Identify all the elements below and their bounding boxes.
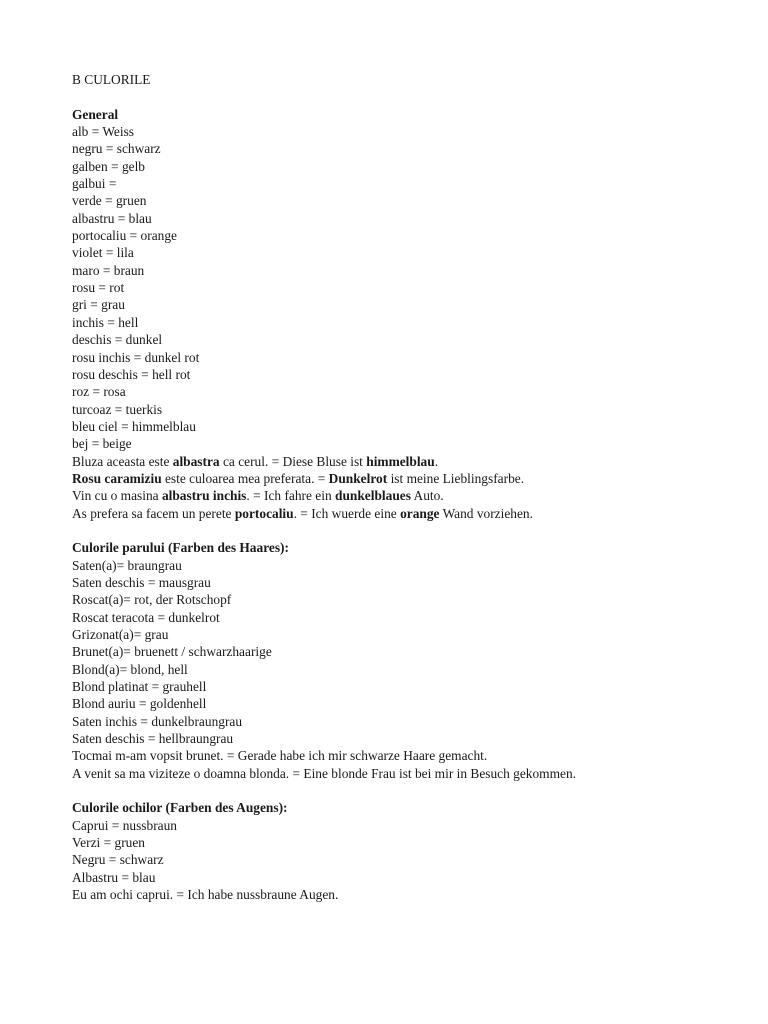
vocabulary-line: bej = beige	[72, 436, 132, 452]
sentence-fragment: . = Ich fahre ein	[246, 488, 336, 504]
example-sentence	[72, 453, 752, 470]
vocabulary-line: Grizonat(a)= grau	[72, 627, 169, 642]
vocabulary-line: Roscat teracota = dunkelrot	[72, 609, 220, 625]
vocabulary-line: A venit sa ma viziteze o doamna blonda. = Eine blonde Frau ist bei mir in Besuch gekommen.	[72, 765, 577, 781]
vocabulary-line: rosu deschis = hell rot	[72, 366, 191, 382]
vocabulary-line: albastru = blau	[72, 210, 152, 226]
vocabulary-line: Roscat(a)= rot, der Rotschopf	[72, 592, 232, 608]
section-general	[72, 106, 752, 522]
vocabulary-line: Saten(a)= braungrau	[72, 557, 182, 573]
sentence-fragment: Auto.	[410, 488, 444, 504]
spacer	[72, 782, 752, 799]
section-hair	[72, 539, 752, 782]
eyes-vocabulary-list	[72, 817, 752, 904]
sentence-fragment: Vin cu o masina	[72, 488, 162, 504]
vocabulary-line: portocaliu = orange	[72, 228, 177, 244]
vocabulary-line: Caprui = nussbraun	[72, 817, 177, 833]
emphasized-term: albastra	[172, 453, 220, 469]
vocabulary-line: gri = grau	[72, 297, 125, 313]
vocabulary-line: inchis = hell	[72, 314, 139, 330]
spacer	[72, 88, 752, 105]
example-sentence	[72, 487, 752, 504]
sentence-fragment: Wand vorziehen.	[439, 505, 533, 521]
vocabulary-line: verde = gruen	[72, 193, 147, 209]
sentence-fragment: ca cerul. = Diese Bluse ist	[219, 453, 367, 469]
document-title: B CULORILE	[72, 72, 151, 87]
emphasized-term: himmelblau	[366, 453, 435, 469]
vocabulary-line: maro = braun	[72, 262, 145, 278]
vocabulary-line: Negru = schwarz	[72, 852, 164, 868]
vocabulary-line: Brunet(a)= bruenett / schwarzhaarige	[72, 644, 272, 660]
sentence-fragment: As prefera sa facem un perete	[72, 505, 235, 521]
vocabulary-line: Saten deschis = mausgrau	[72, 574, 211, 590]
example-sentence	[72, 470, 752, 487]
general-vocabulary-list	[72, 123, 752, 453]
section-heading-eyes: Culorile ochilor (Farben des Augens):	[72, 800, 288, 816]
vocabulary-line: galben = gelb	[72, 158, 145, 174]
vocabulary-line: alb = Weiss	[72, 124, 135, 140]
section-heading-hair: Culorile parului (Farben des Haares):	[72, 540, 289, 556]
vocabulary-line: Verzi = gruen	[72, 835, 145, 851]
emphasized-term: portocaliu	[234, 505, 294, 521]
vocabulary-line: Blond platinat = grauhell	[72, 679, 207, 695]
emphasized-term: Dunkelrot	[328, 470, 388, 486]
sentence-fragment: . = Ich wuerde eine	[293, 505, 401, 521]
vocabulary-line: deschis = dunkel	[72, 332, 163, 348]
vocabulary-line: Blond(a)= blond, hell	[72, 661, 188, 677]
example-sentence	[72, 505, 752, 522]
vocabulary-line: rosu inchis = dunkel rot	[72, 349, 200, 365]
sentence-fragment: Bluza aceasta este	[72, 453, 173, 469]
spacer	[72, 522, 752, 539]
emphasized-term: orange	[400, 505, 440, 521]
section-eyes	[72, 799, 752, 903]
vocabulary-line: Tocmai m-am vopsit brunet. = Gerade habe ich mir schwarze Haare gemacht.	[72, 748, 488, 764]
sentence-fragment: este culoarea mea preferata. =	[161, 470, 329, 486]
hair-vocabulary-list	[72, 557, 752, 782]
vocabulary-line: galbui =	[72, 176, 117, 192]
vocabulary-line: rosu = rot	[72, 280, 125, 296]
vocabulary-line: bleu ciel = himmelblau	[72, 418, 196, 434]
section-heading-general: General	[72, 106, 119, 122]
document-page	[72, 71, 752, 904]
vocabulary-line: Saten deschis = hellbraungrau	[72, 731, 234, 747]
vocabulary-line: roz = rosa	[72, 384, 126, 400]
vocabulary-line: Saten inchis = dunkelbraungrau	[72, 713, 243, 729]
vocabulary-line: negru = schwarz	[72, 141, 161, 157]
emphasized-term: dunkelblaues	[335, 488, 411, 504]
sentence-fragment: ist meine Lieblingsfarbe.	[387, 470, 525, 486]
sentence-fragment: .	[434, 453, 439, 469]
general-examples	[72, 453, 752, 522]
vocabulary-line: Blond auriu = goldenhell	[72, 696, 207, 712]
vocabulary-line: Eu am ochi caprui. = Ich habe nussbraune Augen.	[72, 887, 339, 903]
vocabulary-line: violet = lila	[72, 245, 134, 261]
vocabulary-line: turcoaz = tuerkis	[72, 401, 163, 417]
emphasized-term: Rosu caramiziu	[72, 470, 162, 486]
vocabulary-line: Albastru = blau	[72, 869, 156, 885]
emphasized-term: albastru inchis	[161, 488, 247, 504]
